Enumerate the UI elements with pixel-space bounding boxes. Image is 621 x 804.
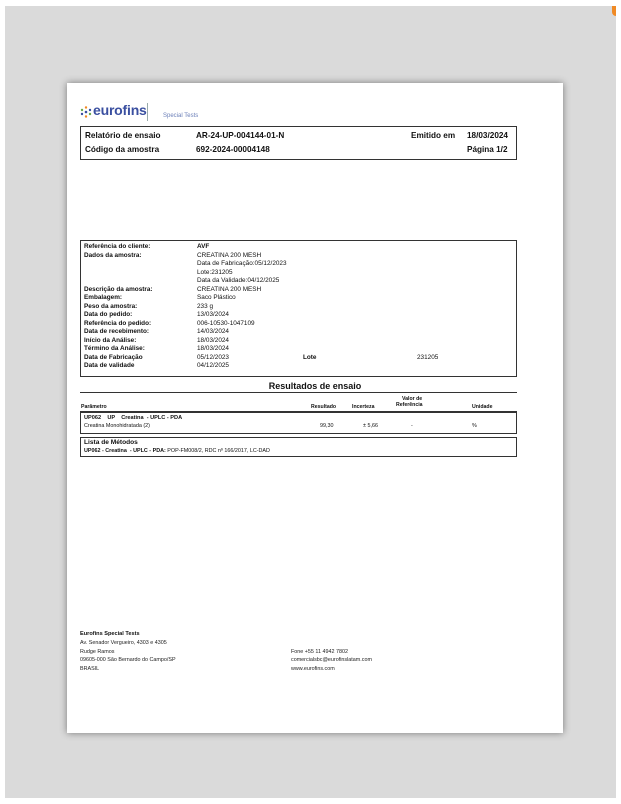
sample-info-box [80, 240, 517, 377]
info-label: Referência do cliente: [84, 243, 151, 250]
info-value: CREATINA 200 MESH [197, 285, 262, 293]
cell-reference: - [411, 423, 413, 429]
footer-address-line: 09605-000 São Bernardo do Campo/SP [80, 657, 176, 663]
methods-title: Lista de Métodos [84, 439, 138, 446]
results-group-title: UP062 UP Creatina - UPLC - PDA [84, 415, 183, 421]
info-label: Data do pedido: [84, 311, 133, 318]
methods-box [80, 437, 517, 457]
logo-subtitle: Special Tests [163, 113, 199, 119]
info-label: Embalagem: [84, 294, 123, 301]
page-number: Página 1/2 [467, 145, 508, 154]
cell-result: 99,30 [320, 423, 334, 429]
sample-label: Código da amostra [85, 145, 160, 154]
results-group-box [80, 412, 517, 434]
info-value: CREATINA 200 MESH [197, 251, 262, 259]
report-header-box [80, 126, 517, 160]
info-label: Dados da amostra: [84, 251, 142, 259]
col-uncertainty: Incerteza [352, 404, 375, 410]
results-divider [80, 392, 517, 393]
methods-item-name: UP062 - Creatina - UPLC - PDA: [84, 448, 166, 454]
col-parameter: Parâmetro [81, 404, 107, 410]
issued-date: 18/03/2024 [467, 131, 508, 140]
viewer-background [5, 6, 616, 798]
info-label: Data de Fabricação [84, 353, 143, 361]
logo-divider [147, 103, 148, 121]
info-label: Data de recebimento: [84, 328, 149, 335]
footer-address-line: Rudge Ramos [80, 648, 115, 655]
cell-uncertainty: ± 5,66 [363, 423, 378, 429]
info-value: 18/03/2024 [197, 345, 229, 352]
col-result: Resultado [311, 404, 337, 410]
info-label: Peso da amostra: [84, 302, 138, 310]
info-label: Término da Análise: [84, 345, 145, 352]
info-value: 13/03/2024 [197, 311, 229, 318]
lote-value: 231205 [417, 353, 439, 361]
sample-code: 692-2024-00004148 [196, 145, 270, 154]
lote-label: Lote [303, 353, 317, 361]
col-reference-line1: Valor de [402, 396, 423, 402]
info-value: 006-10530-1047109 [197, 319, 255, 327]
info-label: Referência do pedido: [84, 319, 152, 327]
footer-phone: Fone +55 11 4942 7802 [291, 648, 349, 655]
document-page [67, 83, 563, 733]
footer-company: Eurofins Special Tests [80, 631, 140, 637]
info-value: 18/03/2024 [197, 336, 229, 344]
footer-address-line: Av. Senador Vergueiro, 4303 e 4305 [80, 640, 167, 646]
info-label: Data de validade [84, 362, 135, 369]
eurofins-logo-icon [80, 106, 92, 118]
footer-website: www.eurofins.com [291, 665, 335, 672]
methods-item-text: POP-FM008/2, RDC nº 166/2017, LC-DAD [165, 448, 270, 454]
info-value: Saco Plástico [197, 294, 236, 301]
cell-parameter: Creatina Monohidratada (2) [84, 423, 150, 429]
info-label: Descrição da amostra: [84, 285, 153, 293]
corner-mark [612, 6, 616, 16]
footer-email: comercialsbc@eurofinslatam.com [291, 657, 372, 663]
info-value: AVF [197, 243, 210, 250]
col-unit: Unidade [472, 404, 493, 410]
cell-unit: % [472, 423, 477, 429]
info-value: Data de Fabricação:05/12/2023 [197, 260, 287, 267]
issued-label: Emitido em [411, 131, 456, 140]
info-label: Início da Análise: [84, 336, 137, 344]
col-reference-line2: Referência [396, 402, 423, 408]
info-value: 14/03/2024 [197, 328, 229, 335]
info-value: 233 g [197, 302, 213, 310]
results-title: Resultados de ensaio [268, 381, 362, 391]
methods-item [84, 448, 270, 454]
footer-address-line: BRASIL [80, 665, 100, 672]
logo-brand-text: eurofins [93, 102, 147, 118]
info-value: Data da Validade:04/12/2025 [197, 277, 280, 284]
info-value: 04/12/2025 [197, 362, 229, 369]
info-value: Lote:231205 [197, 268, 233, 276]
report-number: AR-24-UP-004144-01-N [196, 131, 285, 140]
info-value: 05/12/2023 [197, 353, 229, 361]
report-label: Relatório de ensaio [85, 131, 161, 140]
